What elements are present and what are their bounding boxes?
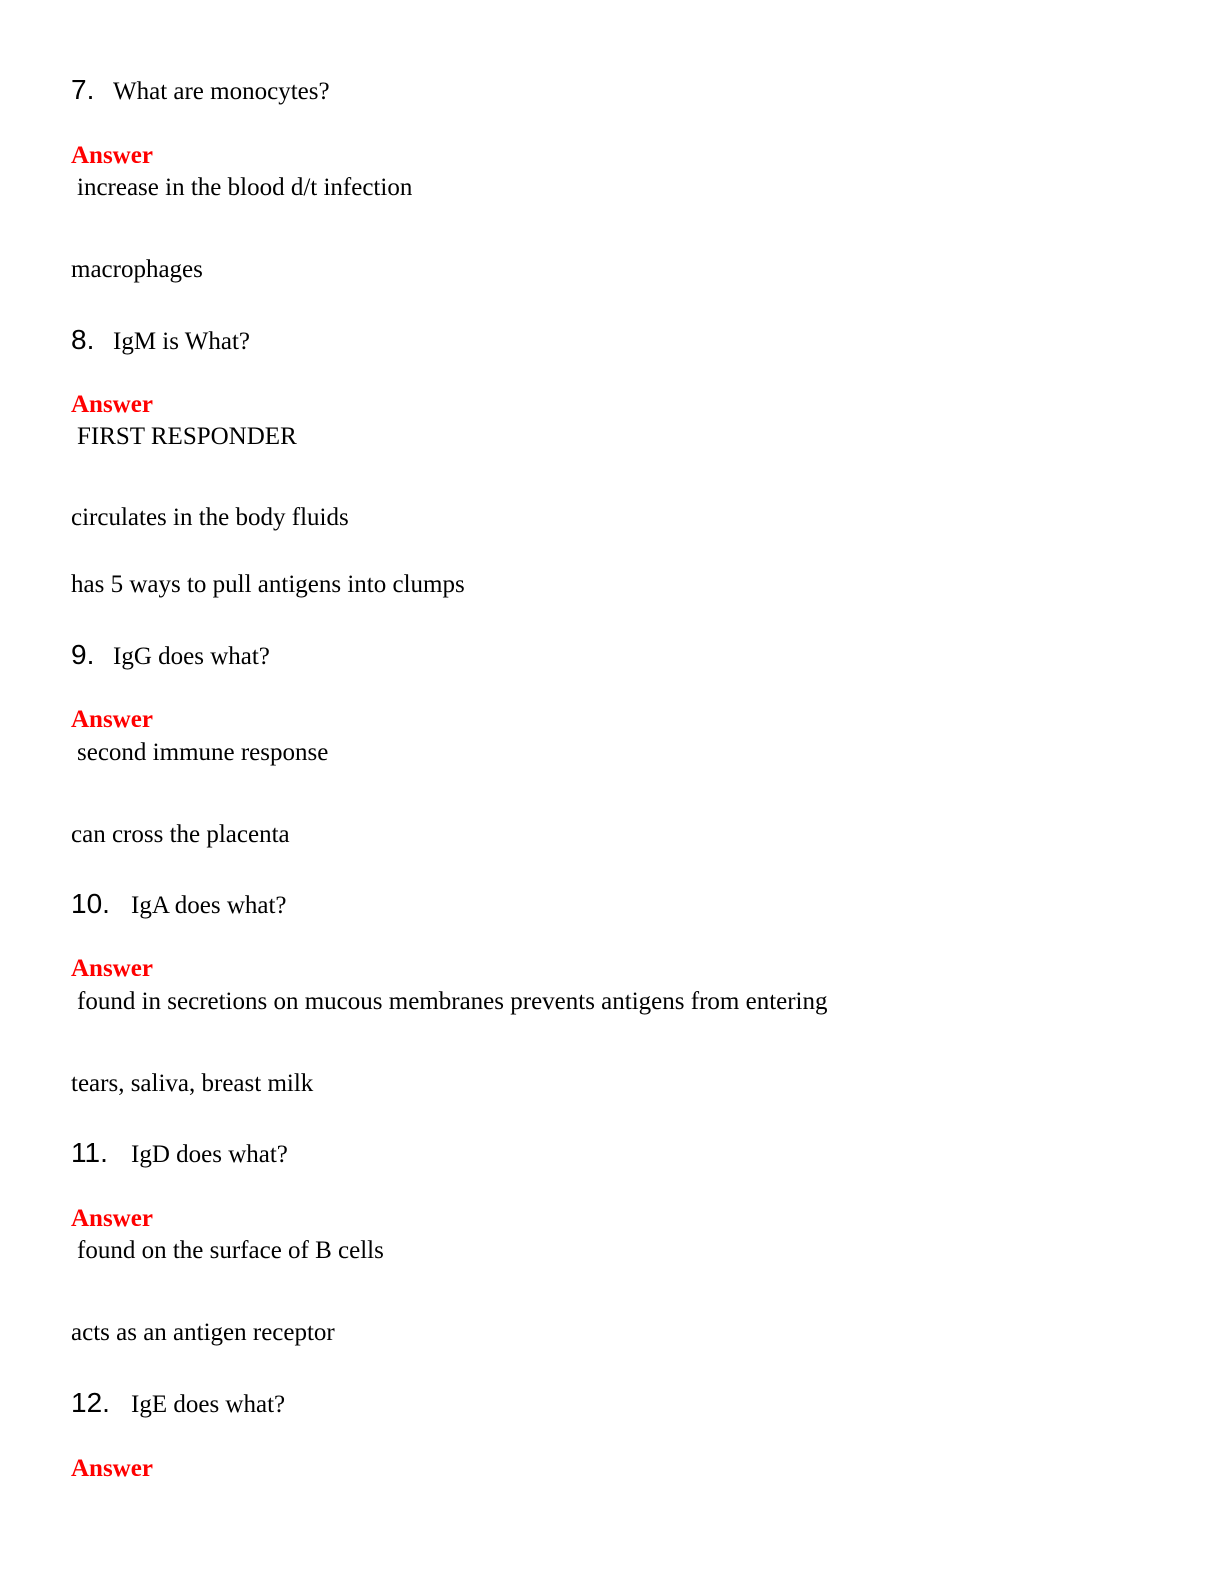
- question-number: 8.: [71, 324, 95, 355]
- question-12: [71, 1389, 285, 1417]
- answer-label: Answer: [71, 706, 153, 733]
- question-number: 10.: [71, 888, 110, 919]
- question-number: 7.: [71, 74, 95, 105]
- question-number: 9.: [71, 639, 95, 670]
- answer-line: increase in the blood d/t infection: [77, 174, 413, 201]
- question-10: [71, 890, 287, 918]
- answer-line: second immune response: [77, 739, 329, 766]
- answer-line: macrophages: [71, 256, 203, 283]
- question-text: IgG does what?: [113, 643, 270, 670]
- question-7: [71, 76, 330, 104]
- question-8: [71, 326, 250, 354]
- answer-label: Answer: [71, 1205, 153, 1232]
- question-11: [71, 1139, 288, 1167]
- question-9: [71, 641, 270, 669]
- answer-line: found on the surface of B cells: [77, 1237, 384, 1264]
- question-number: 11.: [71, 1137, 108, 1168]
- answer-line: can cross the placenta: [71, 821, 290, 848]
- answer-line: FIRST RESPONDER: [77, 423, 297, 450]
- question-number: 12.: [71, 1387, 110, 1418]
- answer-label: Answer: [71, 391, 153, 418]
- answer-label: Answer: [71, 142, 153, 169]
- question-text: IgM is What?: [113, 328, 251, 355]
- answer-label: Answer: [71, 1455, 153, 1482]
- answer-label: Answer: [71, 955, 153, 982]
- question-text: What are monocytes?: [113, 78, 330, 105]
- answer-line: found in secretions on mucous membranes prevents antigens from entering: [77, 988, 828, 1015]
- answer-line: tears, saliva, breast milk: [71, 1070, 314, 1097]
- answer-line: has 5 ways to pull antigens into clumps: [71, 571, 465, 598]
- question-text: IgE does what?: [131, 1391, 286, 1418]
- question-text: IgD does what?: [131, 1141, 288, 1168]
- question-text: IgA does what?: [131, 892, 287, 919]
- answer-line: acts as an antigen receptor: [71, 1319, 335, 1346]
- answer-line: circulates in the body fluids: [71, 504, 349, 531]
